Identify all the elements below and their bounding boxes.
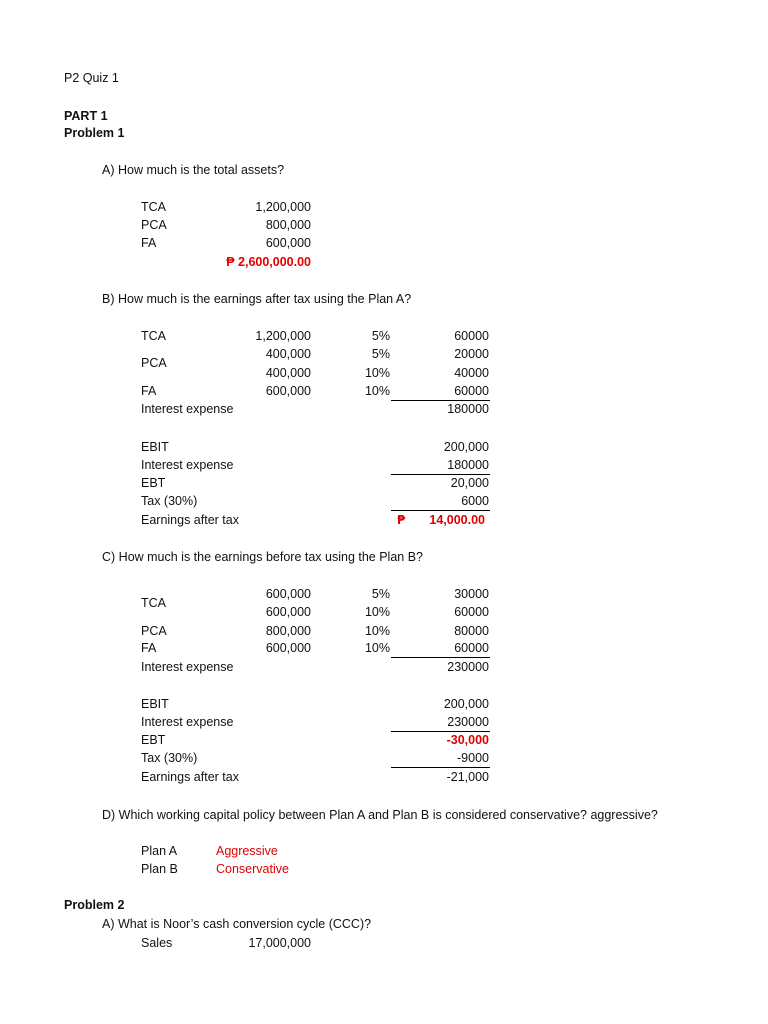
row-amount: 600,000 <box>265 605 311 619</box>
summary-value: 6000 <box>461 494 489 508</box>
row-amount: 800,000 <box>265 218 311 232</box>
row-label: Sales <box>141 936 173 950</box>
row-amount: 1,200,000 <box>255 200 311 214</box>
sum-rule <box>391 767 490 768</box>
document-title: P2 Quiz 1 <box>64 71 119 85</box>
row-amount: 600,000 <box>265 236 311 250</box>
interest-total: 180000 <box>447 402 489 416</box>
summary-label: Earnings after tax <box>141 770 239 784</box>
row-amount: 400,000 <box>265 366 311 380</box>
sum-rule <box>391 474 490 475</box>
row-amount: 800,000 <box>265 624 311 638</box>
sum-rule <box>391 400 490 401</box>
row-result: 60000 <box>454 605 489 619</box>
row-label: FA <box>141 236 157 250</box>
summary-label: Interest expense <box>141 458 234 472</box>
plan-label: Plan A <box>141 844 178 858</box>
summary-value: 200,000 <box>443 440 489 454</box>
row-amount: 1,200,000 <box>255 329 311 343</box>
question-1d: D) Which working capital policy between Plan A and Plan B is considered conservative? aggressive? <box>102 808 658 822</box>
label-interest-expense: Interest expense <box>141 660 234 674</box>
row-result: 80000 <box>454 624 489 638</box>
sum-rule <box>391 731 490 732</box>
summary-label: EBT <box>141 733 166 747</box>
problem-1-heading: Problem 1 <box>64 126 125 140</box>
ebt-answer: -30,000 <box>446 733 489 747</box>
sum-rule <box>391 657 490 658</box>
summary-label: EBIT <box>141 440 169 454</box>
label-tca: TCA <box>141 596 166 610</box>
summary-value: -9000 <box>457 751 489 765</box>
interest-total: 230000 <box>447 660 489 674</box>
earnings-after-tax-answer: 14,000.00 <box>429 513 485 527</box>
row-amount: 400,000 <box>265 347 311 361</box>
row-amount: 600,000 <box>265 641 311 655</box>
question-1a: A) How much is the total assets? <box>102 163 285 177</box>
row-rate: 5% <box>371 329 390 343</box>
label-tca: TCA <box>141 329 166 343</box>
summary-label: Tax (30%) <box>141 494 198 508</box>
summary-label: Earnings after tax <box>141 513 239 527</box>
question-1c: C) How much is the earnings before tax using the Plan B? <box>102 550 424 564</box>
summary-label: Interest expense <box>141 715 234 729</box>
summary-value: 200,000 <box>443 697 489 711</box>
row-rate: 10% <box>364 366 390 380</box>
total-assets-answer: ₱ 2,600,000.00 <box>226 255 311 269</box>
row-rate: 10% <box>364 605 390 619</box>
row-label: TCA <box>141 200 166 214</box>
summary-value: -21,000 <box>446 770 489 784</box>
label-fa: FA <box>141 641 157 655</box>
question-1b: B) How much is the earnings after tax using the Plan A? <box>102 292 412 306</box>
summary-label: Tax (30%) <box>141 751 198 765</box>
question-2a: A) What is Noor’s cash conversion cycle (CCC)? <box>102 917 372 931</box>
row-amount: 600,000 <box>265 384 311 398</box>
row-result: 30000 <box>454 587 489 601</box>
label-pca: PCA <box>141 356 167 370</box>
summary-value: 230000 <box>447 715 489 729</box>
row-rate: 5% <box>371 347 390 361</box>
problem-2-heading: Problem 2 <box>64 898 125 912</box>
row-rate: 5% <box>371 587 390 601</box>
summary-value: 180000 <box>447 458 489 472</box>
row-result: 40000 <box>454 366 489 380</box>
row-result: 20000 <box>454 347 489 361</box>
row-result: 60000 <box>454 384 489 398</box>
label-interest-expense: Interest expense <box>141 402 234 416</box>
row-rate: 10% <box>364 384 390 398</box>
row-rate: 10% <box>364 624 390 638</box>
summary-value: 20,000 <box>450 476 489 490</box>
plan-answer: Conservative <box>216 862 289 876</box>
row-result: 60000 <box>454 329 489 343</box>
part-heading: PART 1 <box>64 109 108 123</box>
plan-answer: Aggressive <box>216 844 278 858</box>
row-result: 60000 <box>454 641 489 655</box>
row-amount: 600,000 <box>265 587 311 601</box>
summary-label: EBT <box>141 476 166 490</box>
row-label: PCA <box>141 218 167 232</box>
peso-sign: ₱ <box>397 513 406 527</box>
label-pca: PCA <box>141 624 167 638</box>
row-rate: 10% <box>364 641 390 655</box>
sum-rule <box>391 510 490 511</box>
label-fa: FA <box>141 384 157 398</box>
plan-label: Plan B <box>141 862 178 876</box>
row-amount: 17,000,000 <box>248 936 311 950</box>
summary-label: EBIT <box>141 697 169 711</box>
